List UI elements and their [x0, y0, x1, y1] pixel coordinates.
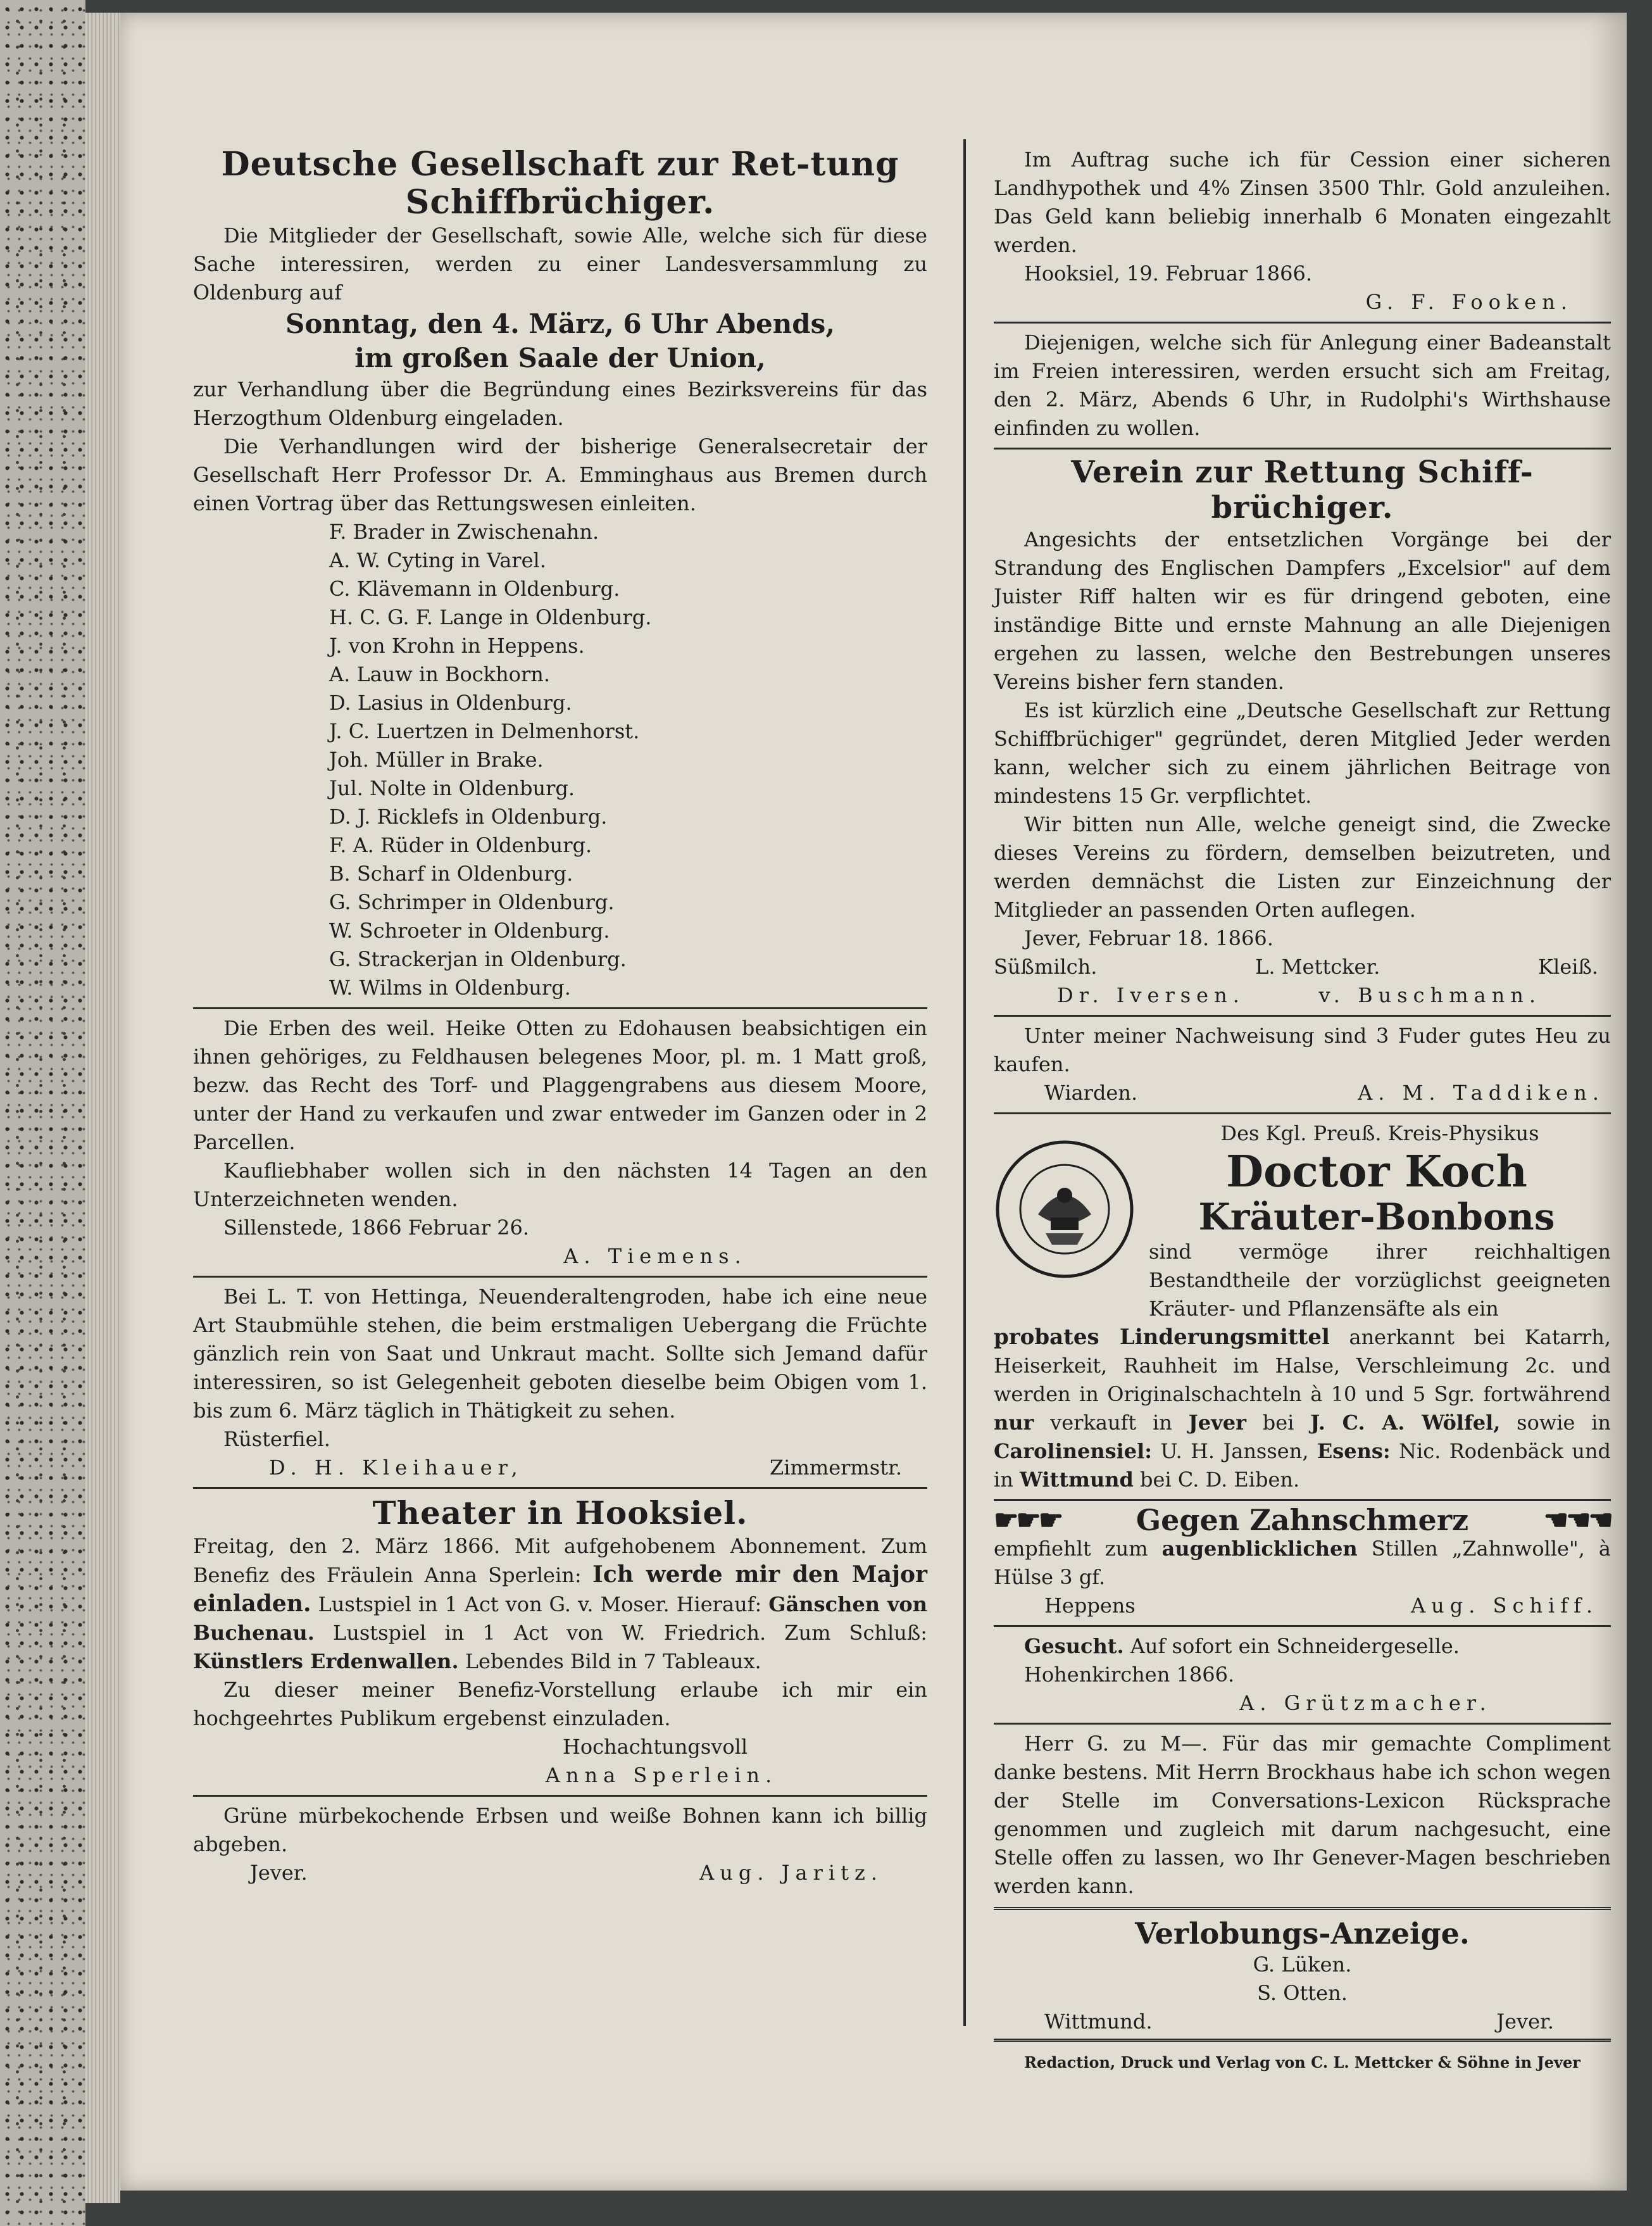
muehle-text: Bei L. T. von Hettinga, Neuenderaltengroden, habe ich eine neue Art Staubmühle stehen, die beim erstmaligen Uebergang die Früchte gänzlich rein von Saat und Unkraut macht. Sollte sich Jemand dafür interessiren, so ist Gelegenheit geboten dieselbe beim Obigen vom 1. bis zum 6. März täglich in Thätigkeit zu sehen. [193, 1285, 927, 1423]
separator [193, 1276, 927, 1278]
signer: J. C. Luertzen in Delmenhorst. [329, 719, 640, 743]
koch-text-m: Nic. Rodenbäck und in [994, 1439, 1611, 1492]
signer: B. Scharf in Oldenburg. [329, 862, 573, 886]
moor-place: Sillenstede, 1866 Februar 26. [223, 1216, 529, 1240]
koch-title1: Doctor Koch [1226, 1147, 1527, 1197]
erbsen-text: Grüne mürbekochende Erbsen und weiße Bohnen kann ich billig abgeben. [193, 1804, 927, 1856]
muehle-trade: Zimmermstr. [770, 1456, 902, 1480]
ad-cession [994, 146, 1611, 317]
koch-text-n: Wittmund [1020, 1468, 1134, 1492]
signer: G. Schrimper in Oldenburg. [329, 890, 615, 914]
koch-text-o: bei C. D. Eiben. [1140, 1468, 1300, 1492]
left-column [193, 146, 927, 1887]
signer: H. C. G. F. Lange in Oldenburg. [329, 605, 652, 629]
koch-text-b: probates Linderungsmittel [994, 1324, 1330, 1350]
separator-double [994, 1907, 1611, 1910]
heu-signer: A. M. Taddiken. [1358, 1081, 1605, 1105]
verlobung-name1: G. Lüken. [1253, 1952, 1352, 1977]
gesucht-text: Auf sofort ein Schneidergeselle. [1130, 1634, 1460, 1658]
signer: G. Strackerjan in Oldenburg. [329, 947, 627, 971]
signer: W. Wilms in Oldenburg. [329, 976, 571, 1000]
signer: D. J. Ricklefs in Oldenburg. [329, 805, 608, 829]
signer: A. Lauw in Bockhorn. [329, 662, 551, 686]
theater-play1: Ich werde mir den Major einladen. [193, 1561, 928, 1617]
koch-seal-icon [994, 1138, 1136, 1281]
ad-gesellschaft [193, 146, 927, 1002]
heu-place: Wiarden. [1044, 1081, 1138, 1105]
gesucht-place: Hohenkirchen 1866. [1024, 1663, 1235, 1687]
theater-text-d: Lebendes Bild in 7 Tableaux. [465, 1649, 761, 1673]
ad-verlobung [994, 1916, 1611, 2036]
verlobung-place-right: Jever. [1496, 2009, 1554, 2034]
pointing-hand-left-icon: ☛☛☛ [994, 1504, 1061, 1537]
ad-theater [193, 1494, 927, 1790]
heu-text: Unter meiner Nachweisung sind 3 Fuder gutes Heu zu kaufen. [994, 1024, 1611, 1076]
page-edges [85, 13, 120, 2203]
binding-strip [0, 0, 85, 2226]
separator [994, 448, 1611, 450]
ad-verein [994, 455, 1611, 1010]
gesucht-label: Gesucht. [1024, 1634, 1124, 1658]
verein-signers-row2 [994, 981, 1611, 1010]
verein-signers-row1 [994, 953, 1611, 981]
koch-text-k: U. H. Janssen, [1160, 1439, 1309, 1463]
ad-doctor-koch [994, 1119, 1611, 1494]
koch-text-lead: sind vermöge ihrer reichhaltigen Bestandtheile der vorzüglichst geeigneten Kräuter- und Pflanzensäfte als ein [1149, 1240, 1611, 1321]
separator-double [994, 2039, 1611, 2042]
separator [193, 1795, 927, 1797]
separator [193, 1007, 927, 1009]
pointing-hand-right-icon: ☚☚☚ [1543, 1504, 1611, 1537]
theater-invite: Zu dieser meiner Benefiz-Vorstellung erlaube ich mir ein hochgeehrtes Publikum ergebenst einzuladen. [193, 1678, 927, 1730]
separator [994, 1723, 1611, 1725]
zahn-text-a: empfiehlt zum [994, 1537, 1148, 1561]
koch-text-h: J. C. A. Wölfel, [1310, 1411, 1501, 1435]
moor-text: Die Erben des weil. Heike Otten zu Edohausen beabsichtigen ein ihnen gehöriges, zu Feldhausen belegenes Moor, pl. m. 1 Matt groß, bezw. das Recht des Torf- und Plaggengrabens aus diesem Moore, unter der Hand zu verkaufen und zwar entweder im Ganzen oder in 2 Parcellen. [193, 1016, 927, 1154]
signer: J. von Krohn in Heppens. [329, 634, 585, 658]
separator [994, 1015, 1611, 1017]
koch-text-i: sowie in [1517, 1411, 1611, 1435]
zahn-text-c: Stillen „Zahnwolle", à Hülse 3 gf. [994, 1537, 1611, 1589]
signer: Joh. Müller in Brake. [329, 748, 544, 772]
imprint-footer: Redaction, Druck und Verlag von C. L. Mettcker & Söhne in Jever [1024, 2053, 1580, 2072]
zahn-header [994, 1503, 1611, 1537]
koch-text-j: Carolinensiel: [994, 1439, 1153, 1463]
theater-text-a: Freitag, den 2. März 1866. Mit aufgehobenem Abonnement. Zum Benefiz des Fräulein Anna Sperlein: [193, 1534, 927, 1587]
cession-text: Im Auftrag suche ich für Cession einer sicheren Landhypothek und 4% Zinsen 3500 Thlr. Gold anzuleihen. Das Geld kann beliebig innerhalb 6 Monaten eingezahlt werden. [994, 148, 1611, 257]
koch-text-e: verkauft in [1050, 1411, 1172, 1435]
theater-title: Theater in Hooksiel. [372, 1494, 748, 1531]
signer: C. Klävemann in Oldenburg. [329, 577, 620, 601]
gesellschaft-title: Deutsche Gesellschaft zur Ret-tung Schiffbrüchiger. [221, 145, 899, 222]
gesellschaft-date: Sonntag, den 4. März, 6 Uhr Abends, [285, 308, 835, 339]
zahn-text-b: augenblicklichen [1161, 1537, 1358, 1561]
ad-erbsen [193, 1802, 927, 1887]
erbsen-signer: Aug. Jaritz. [699, 1861, 883, 1885]
verein-signer: Dr. Iversen. [1057, 983, 1245, 1007]
muehle-place: Rüsterfiel. [223, 1427, 330, 1451]
separator [994, 1625, 1611, 1627]
koch-text-f: Jever [1188, 1411, 1246, 1435]
separator [193, 1487, 927, 1489]
erbsen-signature [193, 1859, 927, 1887]
verein-place: Jever, Februar 18. 1866. [1024, 926, 1273, 950]
moor-signer: A. Tiemens. [563, 1244, 747, 1268]
column-divider [963, 139, 966, 2026]
zahn-place: Heppens [1044, 1594, 1136, 1618]
verlobung-name2: S. Otten. [1257, 1981, 1348, 2005]
ad-herr [994, 1730, 1611, 1901]
theater-play2: Gänschen von Buchenau. [193, 1592, 928, 1645]
gesellschaft-purpose: zur Verhandlung über die Begründung eines Bezirksvereins für das Herzogthum Oldenburg eingeladen. [193, 377, 927, 430]
signer: W. Schroeter in Oldenburg. [329, 919, 610, 943]
theater-signer: Anna Sperlein. [545, 1763, 778, 1787]
koch-overline: Des Kgl. Preuß. Kreis-Physikus [1220, 1121, 1539, 1145]
signer: D. Lasius in Oldenburg. [329, 691, 572, 715]
signer: F. A. Rüder in Oldenburg. [329, 833, 592, 857]
right-column [994, 146, 1611, 2077]
cession-place: Hooksiel, 19. Februar 1866. [1024, 261, 1312, 286]
signer: F. Brader in Zwischenahn. [329, 520, 599, 544]
ad-heu [994, 1022, 1611, 1107]
moor-text2: Kaufliebhaber wollen sich in den nächsten 14 Tagen an den Unterzeichneten wenden. [193, 1159, 927, 1211]
theater-regards: Hochachtungsvoll [562, 1735, 748, 1759]
herr-text: Herr G. zu M—. Für das mir gemachte Compliment danke bestens. Mit Herrn Brockhaus habe ich schon wegen der Stelle im Conversations-Lexicon Rücksprache genommen und zugleich mit darum nachgesucht, eine Stelle offen zu lassen, wo Ihr Genever-Magen beschrieben werden kann. [994, 1732, 1611, 1898]
signer: A. W. Cyting in Varel. [329, 548, 546, 572]
gesellschaft-lecture: Die Verhandlungen wird der bisherige Generalsecretair der Gesellschaft Herr Professor Dr. A. Emminghaus aus Bremen durch einen Vortrag über das Rettungswesen einleiten. [193, 434, 927, 515]
verlobung-title: Verlobungs-Anzeige. [1135, 1916, 1470, 1951]
badeanstalt-text: Diejenigen, welche sich für Anlegung einer Badeanstalt im Freien interessiren, werden ersucht sich am Freitag, den 2. März, Abends 6 Uhr, in Rudolphi's Wirthshause einfinden zu wollen. [994, 330, 1611, 440]
verein-p3: Wir bitten nun Alle, welche geneigt sind, die Zwecke dieses Vereins zu fördern, demselben beizutreten, und werden demnächst die Listen zur Einzeichnung der Mitglieder an passenden Orten auflegen. [994, 812, 1611, 922]
muehle-signature [193, 1454, 927, 1482]
verein-title: Verein zur Rettung Schiff-brüchiger. [1071, 455, 1534, 525]
verein-signer: L. Mettcker. [1255, 955, 1380, 979]
verein-p1: Angesichts der entsetzlichen Vorgänge bei der Strandung des Englischen Dampfers „Excelsior" auf dem Juister Riff halten wir es für dringend geboten, eine inständige Bitte und ernste Mahnung an alle Diejenigen ergehen zu lassen, welche den Bestrebungen unseres Vereins bisher fern standen. [994, 527, 1611, 694]
zahn-signer: Aug. Schiff. [1411, 1594, 1598, 1618]
erbsen-place: Jever. [250, 1861, 308, 1885]
verlobung-place-left: Wittmund. [1044, 2009, 1153, 2034]
ad-muehle [193, 1283, 927, 1482]
cession-signer: G. F. Fooken. [1365, 290, 1573, 314]
ad-moor [193, 1014, 927, 1271]
verlobung-places [994, 2008, 1611, 2036]
muehle-signer: D. H. Kleihauer, [269, 1456, 523, 1480]
heu-signature [994, 1079, 1611, 1107]
gesellschaft-signers [193, 518, 927, 1002]
verein-signer: v. Buschmann. [1318, 983, 1541, 1007]
separator [994, 322, 1611, 324]
verein-signer: Süßmilch. [994, 955, 1098, 979]
koch-title2: Kräuter-Bonbons [1198, 1195, 1555, 1238]
verein-signer: Kleiß. [1538, 955, 1598, 979]
theater-text-b: Lustspiel in 1 Act von G. v. Moser. Hierauf: [318, 1592, 762, 1616]
gesellschaft-venue: im großen Saale der Union, [354, 343, 766, 374]
zahn-title: Gegen Zahnschmerz [1136, 1503, 1469, 1537]
zahn-signature [994, 1592, 1611, 1620]
koch-text-l: Esens: [1317, 1439, 1391, 1463]
signer: Jul. Nolte in Oldenburg. [329, 776, 575, 800]
ad-badeanstalt [994, 329, 1611, 443]
ad-gesucht [994, 1632, 1611, 1718]
theater-play3: Künstlers Erdenwallen. [193, 1649, 459, 1673]
koch-text-g: bei [1262, 1411, 1294, 1435]
separator [994, 1499, 1611, 1501]
ad-zahnschmerz [994, 1503, 1611, 1620]
theater-text-c: Lustspiel in 1 Act von W. Friedrich. Zum Schluß: [332, 1621, 928, 1645]
koch-text-d: nur [994, 1411, 1034, 1435]
gesucht-signer: A. Grützmacher. [1239, 1691, 1492, 1715]
koch-text-c: anerkannt bei Katarrh, Heiserkeit, Rauhheit im Halse, Verschleimung 2c. und werden in Originalschachteln à 10 und 5 Sgr. fortwährend [994, 1325, 1611, 1406]
verein-p2: Es ist kürzlich eine „Deutsche Gesellschaft zur Rettung Schiffbrüchiger" gegründet, deren Mitglied Jeder werden kann, welcher sich zu einem jährlichen Beitrage von mindestens 15 Gr. verpflichtet. [994, 698, 1611, 808]
separator [994, 1112, 1611, 1114]
gesellschaft-intro: Die Mitglieder der Gesellschaft, sowie Alle, welche sich für diese Sache interessiren, werden zu einer Landesversammlung zu Oldenburg auf [193, 223, 927, 305]
